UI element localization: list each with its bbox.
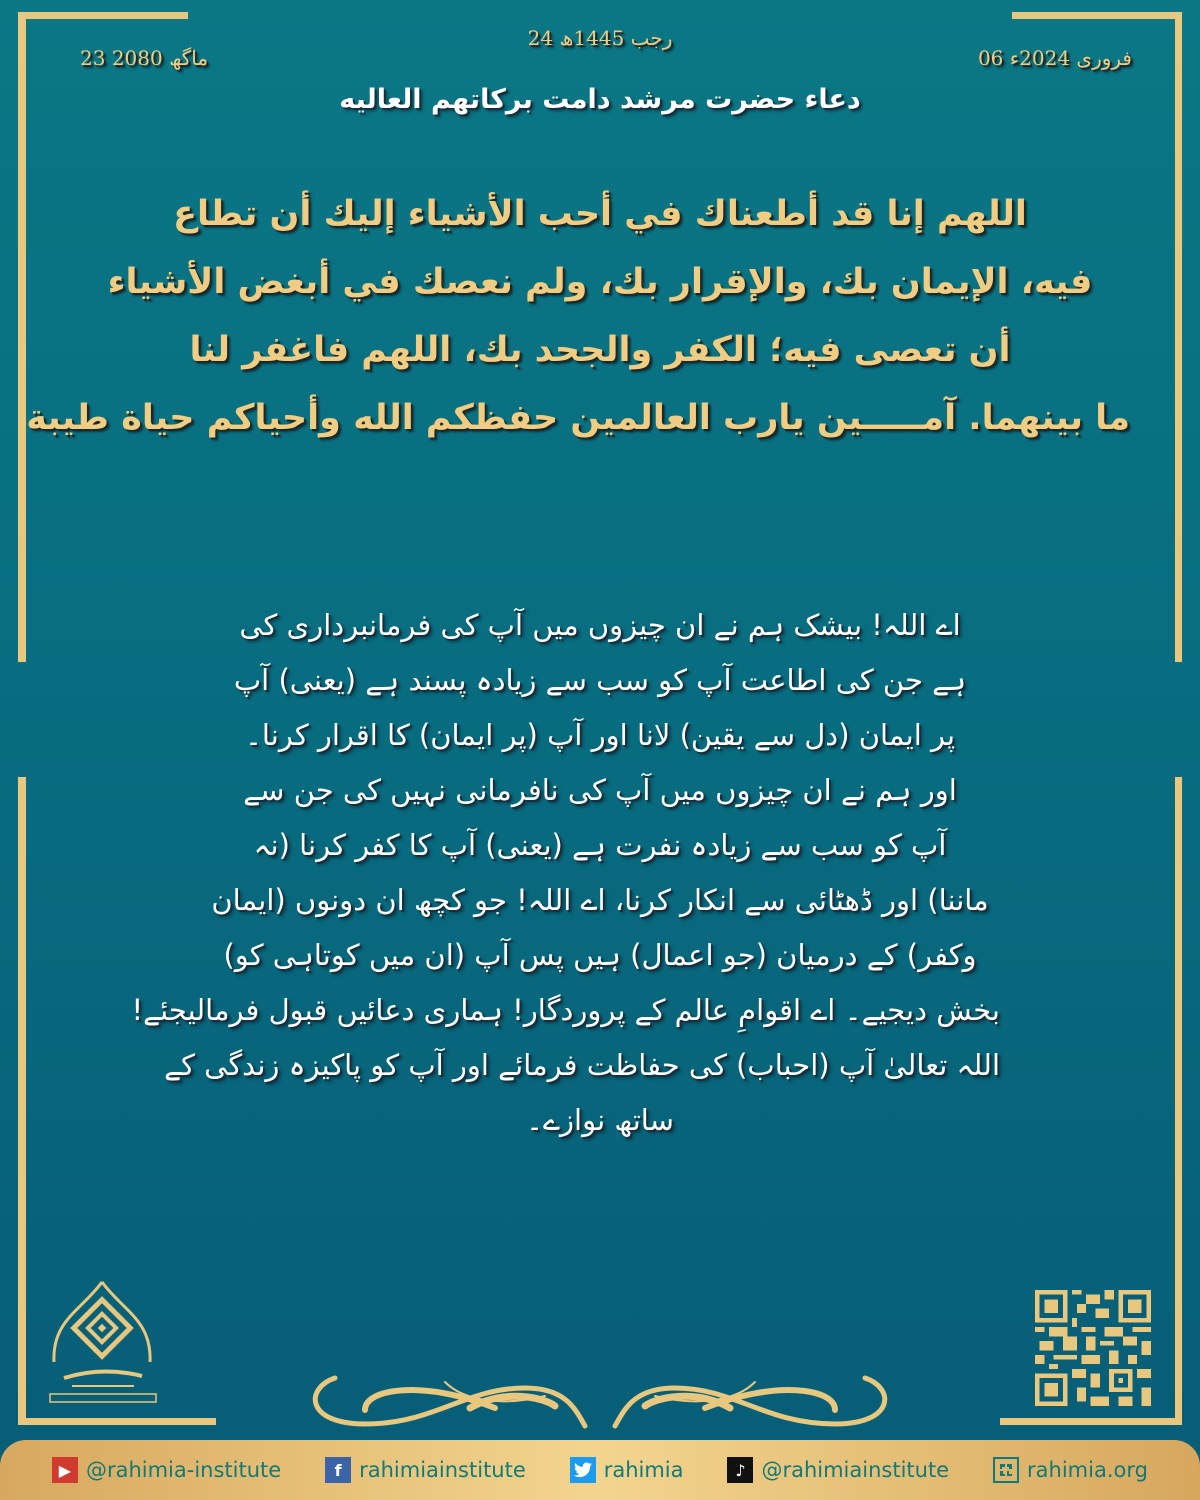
arabic-line: ما بينهما. آمـــــين يارب العالمين حفظكم الله وأحياكم حياة طيبة bbox=[26, 398, 1130, 438]
social-footer bbox=[0, 1440, 1200, 1500]
decorative-flourish-icon bbox=[305, 1368, 895, 1432]
frame-left-lower-vertical bbox=[18, 777, 26, 1425]
frame-right-lower-vertical bbox=[1175, 777, 1182, 1425]
youtube-handle: @rahimia-institute bbox=[85, 1458, 282, 1482]
urdu-line: بخش دیجیے۔ اے اقوامِ عالم کے پروردگار! ہماری دعائیں قبول فرمالیجئے! bbox=[131, 993, 1000, 1027]
website-link[interactable] bbox=[993, 1457, 1148, 1483]
tiktok-link[interactable] bbox=[727, 1457, 949, 1483]
hijri-date: 24 رجب 1445ھ bbox=[527, 26, 673, 50]
urdu-line: اے اللہ! بیشک ہم نے ان چیزوں میں آپ کی فرمانبرداری کی bbox=[239, 608, 961, 642]
facebook-link[interactable] bbox=[325, 1457, 526, 1483]
urdu-line: آپ کو سب سے زیادہ نفرت ہے (یعنی) آپ کا کفر کرنا (نہ bbox=[253, 828, 947, 862]
frame-top-left-horizontal bbox=[18, 12, 188, 19]
urdu-line: ہے جن کی اطاعت آپ کو سب سے زیادہ پسند ہے (یعنی) آپ bbox=[233, 663, 967, 697]
urdu-line: ساتھ نوازے۔ bbox=[526, 1103, 674, 1137]
page-title: دعاء حضرت مرشد دامت برکاتهم العالیه bbox=[339, 84, 861, 115]
urdu-line: وکفر) کے درمیان (جو اعمال) ہیں پس آپ (ان میں کوتاہی کو) bbox=[223, 938, 977, 972]
vikrami-date: 23 ماگھ 2080 bbox=[80, 46, 209, 70]
website-url: rahimia.org bbox=[1027, 1458, 1148, 1482]
arabic-line: أن تعصى فيه؛ الكفر والجحد بك، اللهم فاغفر لنا bbox=[189, 330, 1011, 370]
logo-dome-icon bbox=[42, 1280, 162, 1420]
qr-code[interactable] bbox=[1034, 1290, 1152, 1406]
frame-top-right-horizontal bbox=[1012, 12, 1182, 19]
urdu-translation bbox=[131, 598, 1000, 1148]
youtube-icon: ▶ bbox=[52, 1457, 78, 1483]
twitter-handle: rahimia bbox=[603, 1458, 684, 1482]
website-icon bbox=[993, 1457, 1019, 1483]
youtube-link[interactable] bbox=[52, 1457, 281, 1483]
urdu-line: ماننا) اور ڈھٹائی سے انکار کرنا، اے اللہ! جو کچھ ان دونوں (ایمان bbox=[211, 883, 989, 917]
facebook-icon: f bbox=[325, 1457, 351, 1483]
tiktok-icon: ♪ bbox=[727, 1457, 753, 1483]
facebook-handle: rahimiainstitute bbox=[359, 1458, 526, 1482]
urdu-line: پر ایمان (دل سے یقین) لانا اور آپ (پر ایمان) کا اقرار کرنا۔ bbox=[244, 718, 956, 752]
twitter-icon bbox=[570, 1457, 596, 1483]
urdu-line: اور ہم نے ان چیزوں میں آپ کی نافرمانی نہیں کی جن سے bbox=[243, 773, 957, 807]
frame-bottom-right-horizontal bbox=[1000, 1418, 1182, 1425]
tiktok-handle: @rahimiainstitute bbox=[761, 1458, 950, 1482]
urdu-line: اللہ تعالیٰ آپ (احباب) کی حفاظت فرمائے اور آپ کو پاکیزہ زندگی کے bbox=[164, 1048, 1000, 1082]
rahimia-logo bbox=[42, 1280, 162, 1420]
arabic-prayer bbox=[26, 180, 1130, 452]
gregorian-date: 06 فروری 2024ء bbox=[977, 46, 1132, 70]
arabic-line: اللهم إنا قد أطعناك في أحب الأشياء إليك أن تطاع bbox=[173, 194, 1027, 234]
arabic-line: فيه، الإيمان بك، والإقرار بك، ولم نعصك في أبغض الأشياء bbox=[107, 262, 1093, 302]
twitter-link[interactable] bbox=[570, 1457, 684, 1483]
